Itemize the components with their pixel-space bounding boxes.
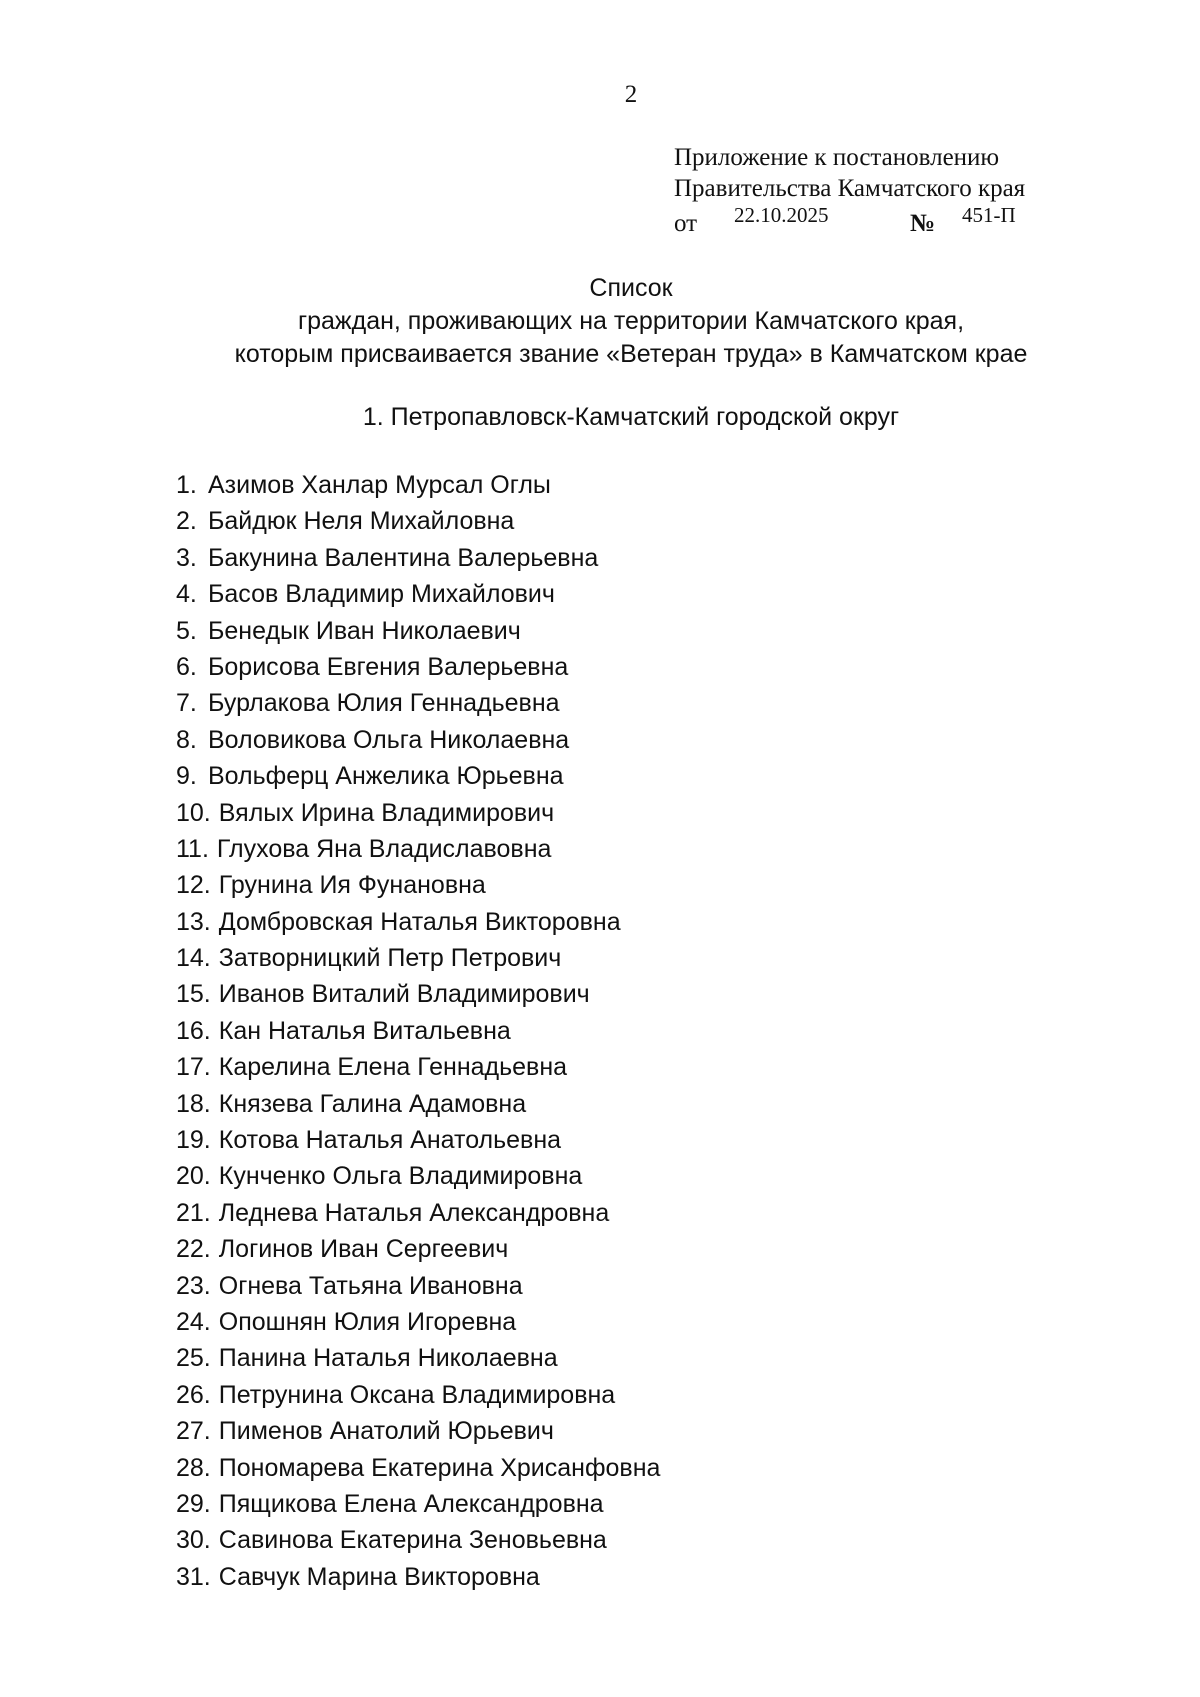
list-item-name: Воловикова Ольга Николаевна [208, 725, 570, 754]
list-item-number: 17. [176, 1053, 211, 1082]
list-item-name: Савинова Екатерина Зеновьевна [218, 1526, 607, 1555]
list-item-name: Домбровская Наталья Викторовна [218, 907, 621, 936]
list-item-number: 4. [176, 580, 197, 609]
list-item-number: 23. [176, 1271, 211, 1300]
list-item-name: Борисова Евгения Валерьевна [208, 652, 569, 681]
decree-number: 451-П [962, 203, 1016, 227]
list-item [176, 576, 660, 612]
appendix-header [674, 142, 1025, 240]
list-item-name: Азимов Ханлар Мурсал Оглы [208, 471, 551, 499]
list-item-name: Опошнян Юлия Игоревна [218, 1307, 517, 1336]
list-item [176, 795, 660, 831]
list-item-number: 19. [176, 1126, 211, 1155]
list-item-number: 10. [176, 798, 211, 827]
list-item-name: Вольферц Анжелика Юрьевна [208, 762, 564, 791]
list-item-number: 13. [176, 907, 211, 936]
list-item-number: 18. [176, 1089, 211, 1118]
list-item-name: Карелина Елена Геннадьевна [218, 1053, 568, 1082]
list-item-name: Вялых Ирина Владимирович [218, 798, 555, 827]
list-item [176, 1086, 660, 1122]
list-item-name: Савчук Марина Викторовна [218, 1562, 540, 1591]
list-item-name: Затворницкий Петр Петрович [218, 944, 562, 973]
list-item-name: Панина Наталья Николаевна [218, 1344, 558, 1373]
citizen-list [176, 467, 660, 1595]
list-item-name: Бакунина Валентина Валерьевна [208, 543, 599, 572]
title-line-2: граждан, проживающих на территории Камчатского края, [297, 307, 965, 335]
list-item-name: Пономарева Екатерина Хрисанфовна [218, 1453, 661, 1482]
list-item-name: Басов Владимир Михайлович [208, 580, 555, 609]
list-item [176, 1195, 660, 1231]
list-item-number: 3. [176, 543, 197, 572]
appendix-line-1: Приложение к постановлению [674, 144, 1000, 171]
from-label: от [674, 210, 698, 237]
number-sign: № [910, 210, 936, 237]
list-item-number: 12. [176, 871, 211, 900]
title-line-3: которым присваивается звание «Ветеран труда» в Камчатском крае [234, 340, 1028, 368]
list-item-name: Бурлакова Юлия Геннадьевна [208, 689, 560, 718]
list-item [176, 685, 660, 721]
list-item [176, 613, 660, 649]
list-item-name: Иванов Виталий Владимирович [218, 980, 590, 1009]
decree-meta-row [674, 204, 1025, 240]
list-item [176, 649, 660, 685]
list-item-number: 21. [176, 1198, 211, 1227]
list-item-number: 30. [176, 1526, 211, 1555]
list-item [176, 976, 660, 1012]
list-item-number: 14. [176, 944, 211, 973]
list-item [176, 1231, 660, 1267]
list-item [176, 1122, 660, 1158]
district-heading: 1. Петропавловск-Камчатский городской округ [362, 403, 900, 431]
list-item-number: 25. [176, 1344, 211, 1373]
document-title [0, 272, 1200, 371]
list-item [176, 1450, 660, 1486]
list-item [176, 940, 660, 976]
list-item-number: 16. [176, 1016, 211, 1045]
list-item-number: 15. [176, 980, 211, 1009]
list-item-name: Кунченко Ольга Владимировна [218, 1162, 583, 1191]
title-line-1: Список [589, 274, 673, 302]
list-item-name: Пящикова Елена Александровна [218, 1489, 604, 1518]
list-item-number: 1. [176, 471, 197, 499]
list-item-name: Глухова Яна Владиславовна [216, 834, 552, 863]
list-item-name: Кан Наталья Витальевна [218, 1016, 511, 1045]
list-item [176, 722, 660, 758]
list-item-name: Котова Наталья Анатольевна [218, 1126, 562, 1155]
list-item [176, 867, 660, 903]
appendix-line-2: Правительства Камчатского края [674, 175, 1026, 202]
decree-date: 22.10.2025 [734, 203, 829, 227]
list-item-name: Леднева Наталья Александровна [218, 1198, 610, 1227]
page-number: 2 [624, 81, 638, 108]
list-item-name: Грунина Ия Фунановна [218, 871, 486, 900]
list-item [176, 1559, 660, 1595]
list-item-number: 8. [176, 725, 197, 754]
list-item-name: Князева Галина Адамовна [218, 1089, 527, 1118]
list-item-name: Пименов Анатолий Юрьевич [218, 1417, 554, 1446]
list-item [176, 1522, 660, 1558]
list-item-number: 2. [176, 507, 197, 536]
list-item-number: 24. [176, 1307, 211, 1336]
list-item [176, 1158, 660, 1194]
list-item-name: Огнева Татьяна Ивановна [218, 1271, 523, 1300]
list-item-number: 28. [176, 1453, 211, 1482]
list-item-number: 9. [176, 762, 197, 791]
list-item-name: Логинов Иван Сергеевич [218, 1235, 509, 1264]
list-item [176, 1340, 660, 1376]
list-item [176, 1377, 660, 1413]
list-item [176, 503, 660, 539]
list-item-number: 31. [176, 1562, 211, 1591]
list-item-number: 5. [176, 616, 197, 645]
list-item [176, 1304, 660, 1340]
list-item-number: 7. [176, 689, 197, 718]
list-item-number: 27. [176, 1417, 211, 1446]
list-item [176, 467, 660, 503]
list-item-number: 26. [176, 1380, 211, 1409]
list-item-number: 29. [176, 1489, 211, 1518]
list-item-number: 11. [176, 834, 209, 863]
list-item [176, 1413, 660, 1449]
list-item-number: 22. [176, 1235, 211, 1264]
list-item [176, 1049, 660, 1085]
list-item [176, 1268, 660, 1304]
list-item-number: 6. [176, 652, 197, 681]
list-item [176, 904, 660, 940]
list-item [176, 1013, 660, 1049]
list-item-name: Петрунина Оксана Владимировна [218, 1380, 616, 1409]
list-item-number: 20. [176, 1162, 211, 1191]
list-item-name: Байдюк Неля Михайловна [208, 507, 515, 536]
list-item [176, 758, 660, 794]
list-item [176, 831, 660, 867]
list-item-name: Бенедык Иван Николаевич [208, 616, 521, 645]
list-item [176, 1486, 660, 1522]
list-item [176, 540, 660, 576]
